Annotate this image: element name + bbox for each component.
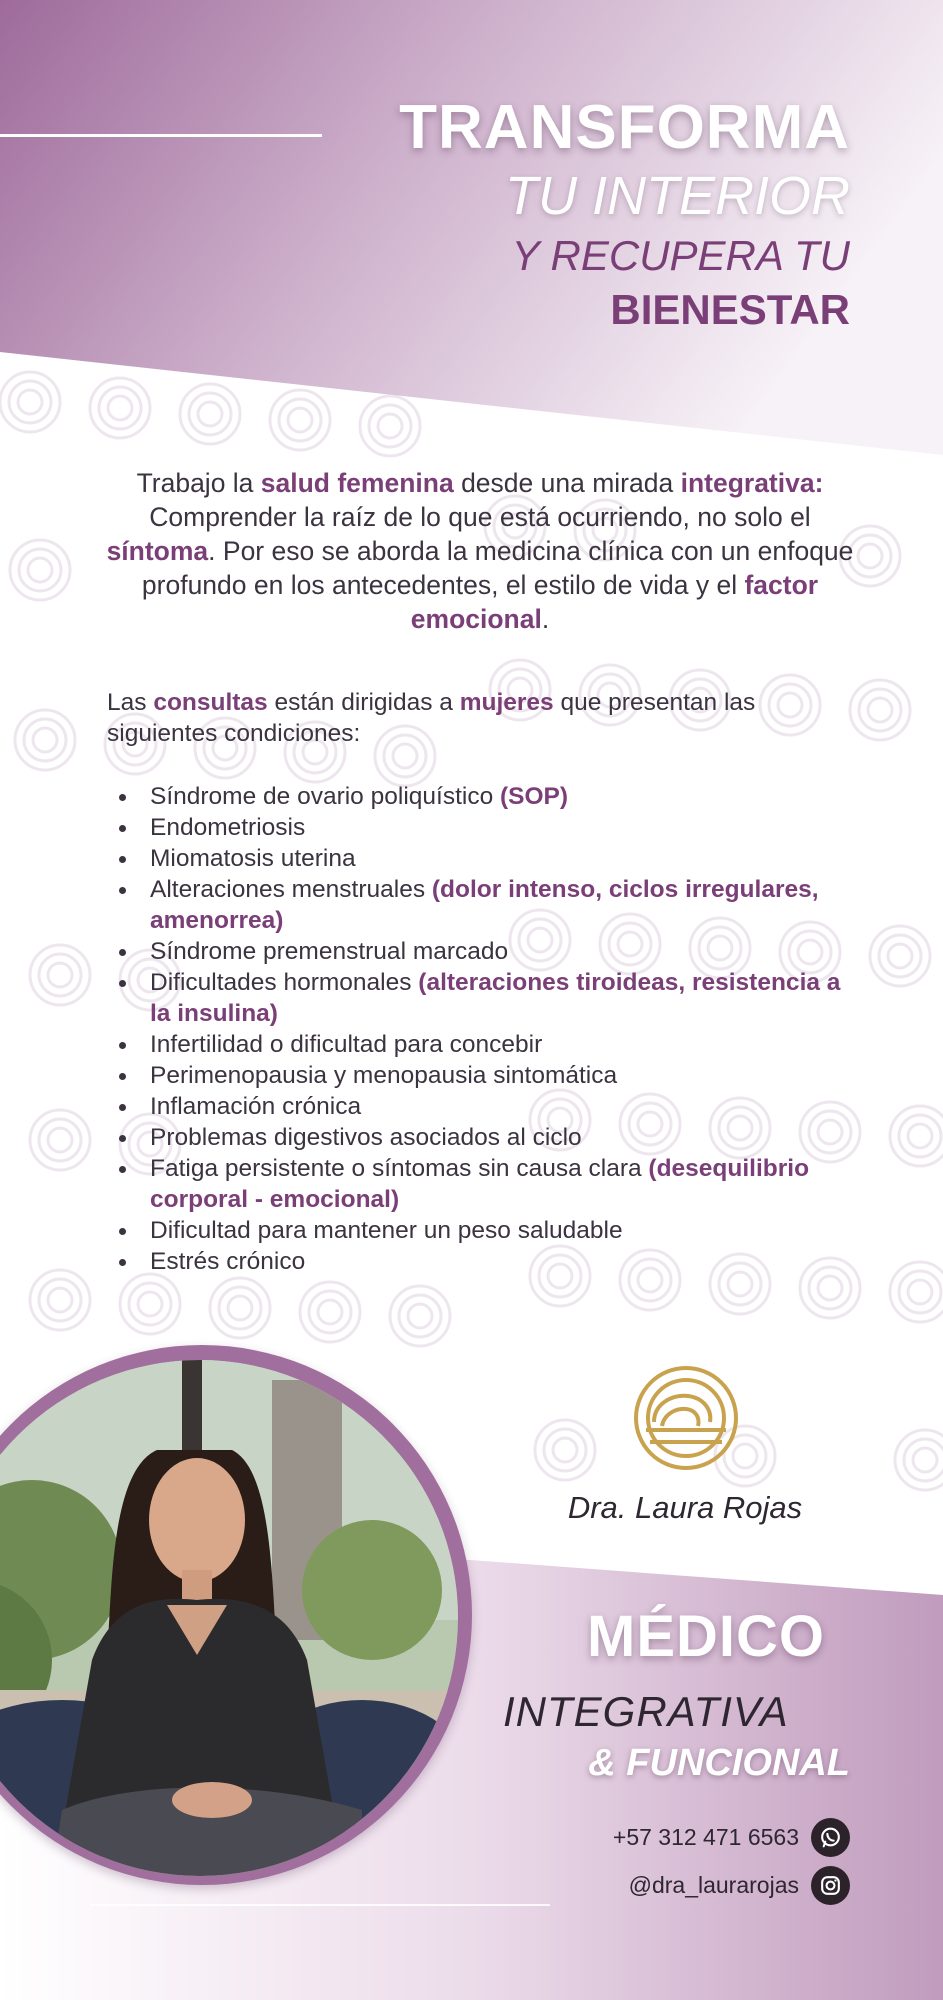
hero-line-3: Y RECUPERA TU (511, 232, 850, 279)
instagram-handle[interactable]: @dra_laurarojas (628, 1872, 799, 1898)
list-item (107, 1122, 867, 1153)
hero-line-4: BIENESTAR (610, 286, 850, 333)
phone-contact[interactable] (613, 1818, 850, 1857)
list-item (107, 1029, 867, 1060)
doctor-name: Dra. Laura Rojas (567, 1490, 803, 1525)
list-item (107, 1215, 867, 1246)
specialty-line-3: & FUNCIONAL (588, 1742, 850, 1784)
list-item (107, 812, 867, 843)
consult-highlight: mujeres (459, 689, 554, 716)
list-item (107, 1153, 867, 1215)
condition-text: Inflamación crónica (150, 1093, 362, 1120)
condition-text: Miomatosis uterina (150, 845, 356, 872)
list-item (107, 1091, 867, 1122)
condition-highlight: (dolor intenso, ciclos irregulares, amenorrea) (150, 876, 819, 934)
list-item (107, 1060, 867, 1091)
consult-paragraph (107, 687, 867, 749)
condition-text: Dificultades hormonales (150, 969, 419, 996)
spiral-logo-icon (632, 1364, 740, 1472)
condition-text: Alteraciones menstruales (150, 876, 432, 903)
specialty-line-1: MÉDICO (587, 1604, 825, 1669)
intro-text: Trabajo la (136, 468, 261, 498)
condition-text: Infertilidad o dificultad para concebir (150, 1031, 543, 1058)
specialty-line-2: INTEGRATIVA (503, 1688, 789, 1735)
whatsapp-icon[interactable] (811, 1818, 850, 1857)
intro-text: desde una mirada (453, 468, 681, 498)
consult-text: Las (107, 689, 154, 716)
condition-text: Síndrome premenstrual marcado (150, 938, 509, 965)
intro-paragraph (100, 466, 860, 636)
instagram-icon[interactable] (811, 1866, 850, 1905)
intro-text: . (541, 604, 550, 634)
condition-text: Estrés crónico (150, 1248, 306, 1275)
list-item (107, 967, 867, 1029)
conditions-list (107, 781, 867, 1277)
hero-title (399, 92, 850, 336)
list-item (107, 874, 867, 936)
intro-highlight: factor emocional (410, 570, 819, 634)
phone-number[interactable]: +57 312 471 6563 (612, 1824, 799, 1850)
condition-text: Dificultad para mantener un peso saludable (150, 1217, 623, 1244)
intro-highlight: salud femenina (260, 468, 454, 498)
consult-text: están dirigidas a (267, 689, 460, 716)
hero-line-1: TRANSFORMA (399, 93, 850, 162)
hero-line-2: TU INTERIOR (505, 166, 850, 226)
condition-highlight: (alteraciones tiroideas, resistencia a la insulina) (150, 969, 841, 1027)
consult-text: que presentan las siguientes condiciones: (107, 689, 756, 747)
condition-highlight: (SOP) (500, 783, 569, 810)
list-item (107, 936, 867, 967)
hero-divider-line (0, 134, 322, 137)
condition-text: Perimenopausia y menopausia sintomática (150, 1062, 618, 1089)
intro-text: . Por eso se aborda la medicina clínica con un enfoque profundo en los antecedentes, el estilo de vida y el (141, 536, 854, 600)
bottom-divider-line (90, 1904, 550, 1906)
condition-text: Endometriosis (150, 814, 306, 841)
consult-highlight: consultas (153, 689, 268, 716)
intro-text: Comprender la raíz de lo que está ocurriendo, no solo el (149, 502, 811, 532)
instagram-contact[interactable] (629, 1866, 850, 1905)
list-item (107, 843, 867, 874)
list-item (107, 781, 867, 812)
intro-highlight: síntoma (106, 536, 209, 566)
list-item (107, 1246, 867, 1277)
condition-highlight: (desequilibrio corporal - emocional) (150, 1155, 810, 1213)
condition-text: Fatiga persistente o síntomas sin causa clara (150, 1155, 649, 1182)
condition-text: Síndrome de ovario poliquístico (150, 783, 500, 810)
intro-highlight: integrativa: (680, 468, 824, 498)
condition-text: Problemas digestivos asociados al ciclo (150, 1124, 582, 1151)
